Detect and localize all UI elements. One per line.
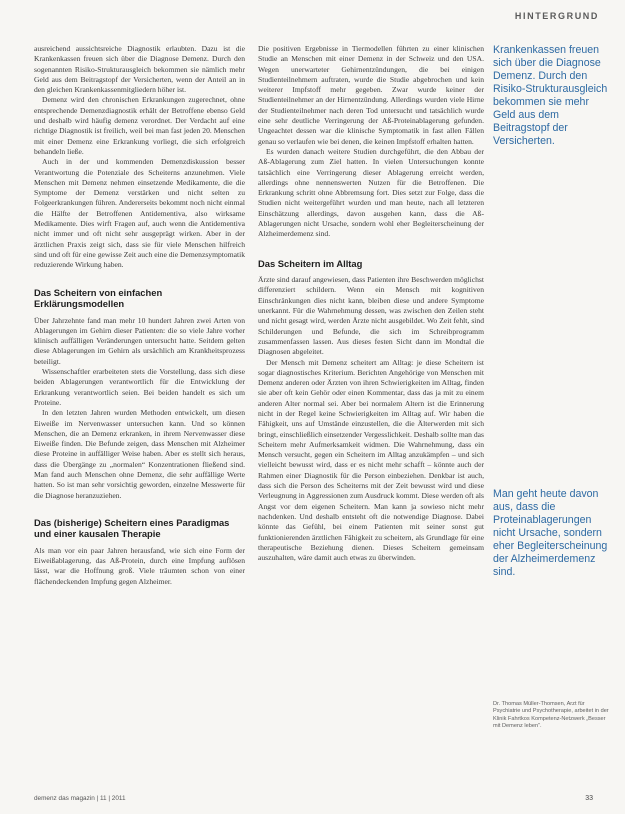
left-column [34, 44, 245, 587]
body-paragraph: Über Jahrzehnte fand man mehr 10 hundert Jahren zwei Arten von Ablagerungen im Gehirn dieser Patienten: die so viele Jahre vorher klinisch auffälligen Veränderungen untersucht hatte. Seitdem gelten diese Ablagerungen im Gehirn als ursächlich am Krankheitsprozess beteiligt. [34, 315, 245, 366]
body-paragraph: In den letzten Jahren wurden Methoden entwickelt, um diesen Eiweiße im Nervenwasser untersuchen kann. Und so können Menschen, die an Demenz erkranken, in ihrem Nervenwasser diese Eiweiße finden. Die Befunde zeigen, dass Menschen mit Alzheimer diese Proteine in auffälliger Weise haben. Aber es stellt sich heraus, dass die Übergänge zu „normalen“ Konzentrationen fließend sind. Man fand auch Menschen ohne Demenz, die sehr auffällige Werte hatten. So ist man sehr vorsichtig geworden, einzelne Messwerte für die Diagnose heranzuziehen. [34, 408, 245, 500]
section-heading: Das (bisherige) Scheitern eines Paradigmas und einer kausalen Therapie [34, 516, 230, 540]
page-number: 33 [585, 795, 593, 802]
body-paragraph: Der Mensch mit Demenz scheitert am Alltag: je diese Scheitern ist sogar diagnostisches Kriterium. Berichten Angehörige von Menschen mit Demenz anderen oder Ärzten von ihren Schwierigkeiten im Alltag, finden sie aber oft kein Gehör oder einen Kommentar, dass das ja mit zu einem anderen Alter normal sei. Aber bei normalem Altern ist die Erinnerung nicht in der Regel keine Schwierigkeiten im Alltag auf. Wir haben die Fähigkeit, uns auf Umstände einzustellen, die die Älterwerden mit sich bringt, einschließlich einsetzender Vergesslichkeit. Deshalb sollte man das Scheitern mehr Aufmerksamkeit widmen. Die Wahrnehmung, dass ein Mensch versucht, gegen ein Scheitern im Alltag anzukämpfen – und sich vielleicht bewusst wird, dass er es nicht mehr schafft – könnte auch der Rahmen einer Diagnostik für die Person einbeziehen. Denkbar ist auch, dass sich die Person des Scheiterns mit der Zeit bewusst wird und diese Verleugnung in Aggressionen zum Ausdruck kommt. Diese werden oft als Angst vor dem eigenen Scheitern. Man kann ja sowieso nicht mehr nachdenken. Und deshalb entsteht oft die notwendige Diagnose. Dabei könnte das Gefühl, bei einem Patienten mit seiner sonst gut funktionierenden ärztlichen Fähigkeit zu scheitern, als Grundlage für eine therapeutische Beziehung dienen. Dieses Scheitern gemeinsam auszuhalten, wäre damit auch etwas zu überwinden. [258, 357, 484, 563]
section-label: HINTERGRUND [514, 11, 599, 21]
body-paragraph: ausreichend aussichtsreiche Diagnostik erlaubten. Dazu ist die Krankenkassen freuen sich über die Diagnose Demenz. Durch den sogenannten Risiko-Strukturausgleich bekommen sie nämlich mehr Geld aus dem Beitragstopf der Versicherten, wenn der Anteil an in den gleichen Krankenkassenmitgliedern höher ist. [34, 44, 245, 95]
body-paragraph: Auch in der und kommenden Demenzdiskussion besser Verantwortung die Potenziale des Scheiterns anzunehmen. Viele Menschen mit Demenz nehmen einsetzende Medikamente, die die Symptome der Demenz verstärken und nicht selten zu Folgeerkrankungen führen. Andererseits bekommt noch nicht einmal die Hälfte der Betroffenen Antidementiva, also wirksame Medikamente. Dies wirft Fragen auf, auch wenn die Antidementiva nicht immer und oft nicht sehr ausgeprägt wirken. Aber in der ärztlichen Praxis zeigt sich, dass sie für viele Menschen hilfreich sind und oft für eine gewisse Zeit auch eine die Demenzsymptomatik reduzierende Wirkung haben. [34, 157, 245, 270]
body-paragraph: Die positiven Ergebnisse in Tiermodellen führten zu einer klinischen Studie an Menschen mit einer Demenz in der Schweiz und den USA. Wegen unerwarteter Gehirnentzündungen, die bei einigen Studienteilnehmern auftraten, wurde die Studie abgebrochen und kein weiterer Impfstoff mehr gegeben. Zwar wurde keiner der Studienteilnehmer an der Hirnentzündung. Allerdings wurden viele Hirne der Studienteilnehmer nach deren Tod untersucht und tatsächlich wurde eine sehr deutliche Verringerung der Aß-Proteinablagerung gefunden. Ungeachtet dessen war die klinische Symptomatik in fast allen Fällen genau so verlaufen wie bei denen, die keinen Impfstoff erhalten hatten. [258, 44, 484, 146]
footer-publication: demenz das magazin | 11 | 2011 [34, 795, 126, 802]
author-caption: Dr. Thomas Müller-Thomsen, Arzt für Psychiatrie und Psychotherapie, arbeitet in der Klinik Fahrtkos Kompetenz-Netzwerk „Besser mit Demenz leben“. [493, 701, 609, 730]
pull-quote: Krankenkassen freuen sich über die Diagnose Demenz. Durch den Risiko-Strukturausgleich bekommen sie mehr Geld aus dem Beitragstopf der Versicherten. [493, 44, 608, 147]
body-paragraph: Demenz wird den chronischen Erkrankungen zugerechnet, ohne entsprechende Demenzdiagnostik erhält der Betroffene ebenso Geld und deshalb wird häufig demenz verordnet. Der Verdacht auf eine richtige Diagnostik ist freilich, weil bei man fast jeden 20. Menschen mit einer Demenz eine Erkrankung vorliegt, die sich erfolgreich behandeln ließe. [34, 95, 245, 156]
section-heading: Das Scheitern von einfachen Erklärungsmodellen [34, 286, 163, 310]
body-paragraph: Als man vor ein paar Jahren herausfand, wie sich eine Form der Eiweißablagerung, das Aß-Protein, durch eine Impfung auflösen lässt, war die Hoffnung groß. Viele träumten schon von einer flächendeckenden Impfung gegen Alzheimer. [34, 545, 245, 586]
section-heading: Das Scheitern im Alltag [258, 257, 363, 269]
body-paragraph: Ärzte sind darauf angewiesen, dass Patienten ihre Beschwerden möglichst differenziert schildern. Wenn ein Mensch mit kognitiven Einschränkungen dies nicht kann, bleiben diese und andere Symptome unerkannt. Für die Wahrnehmung dessen, was zwischen den Zeilen steht und nicht gesagt wird, werden Ärzte nicht ausgebildet. Wo Zeit fehlt, sind Schilderungen und Befunde, die sich im Schreibprogramm zusammenfassen lassen. Aus dieses festen Sicht dann im Mondtal die Diagnosen abgeleitet. [258, 275, 484, 357]
middle-column [258, 44, 484, 563]
body-paragraph: Es wurden danach weitere Studien durchgeführt, die den Abbau der Aß-Ablagerung zum Ziel hatten. In vielen Untersuchungen konnte tatsächlich eine Verringerung dieser Ablagerung erreicht werden, allerdings ohne nennenswerten Nutzen für die Betroffenen. Die Erkrankung schritt ohne Abbremsung fort. Dies setzt zur Folge, dass die Studien nicht weitergeführt wurden und man heute, nach all letzteren Einschätzung allerdings, davon ausgehen kann, dass die Aß-Ablagerungen nicht Ursache, sondern wohl eher Begleiterscheinung der Alzheimerdemenz sind. [258, 146, 484, 239]
body-paragraph: Wissenschaftler erarbeiteten stets die Vorstellung, dass sich diese beiden Ablagerungen verantwortlich für die Entwicklung der Erkrankung verantwortlich seien. Bei beiden handelt es sich um Proteine. [34, 367, 245, 407]
pull-quote: Man geht heute davon aus, dass die Proteinablagerungen nicht Ursache, sondern eher Begleiterscheinung der Alzheimerdemenz sind. [493, 488, 608, 578]
